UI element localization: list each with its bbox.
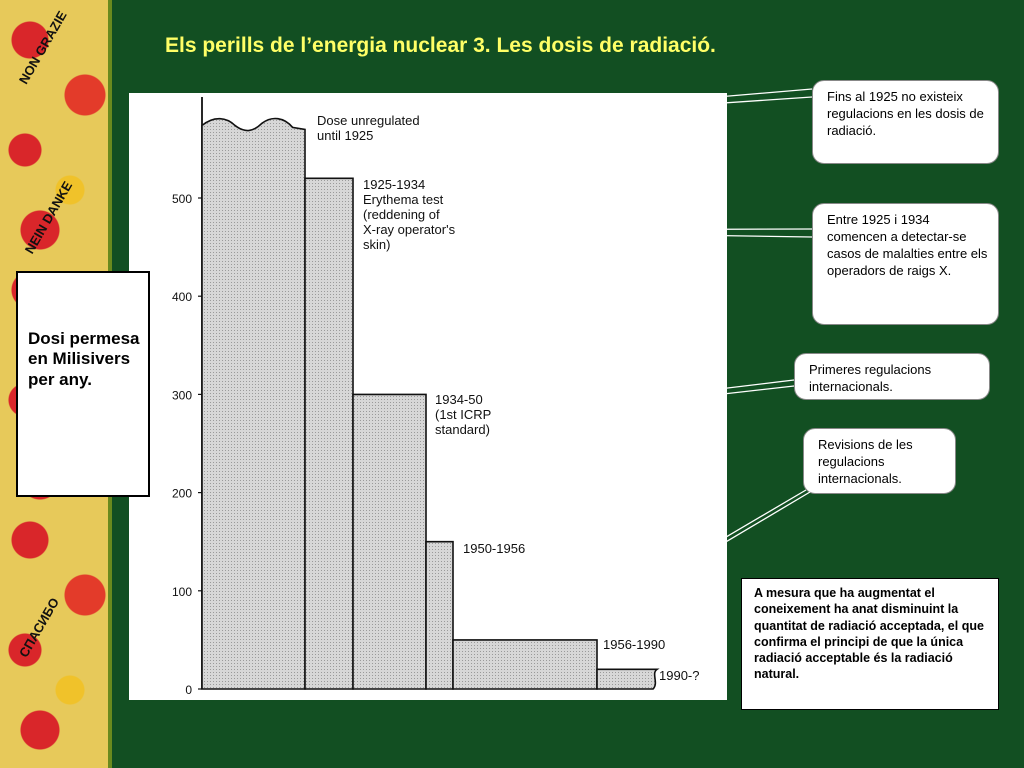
bar-label-4: 1950-1956 [463,541,526,556]
y-tick-label: 100 [171,584,192,599]
bar-label-1: Dose unregulated [317,113,420,128]
bar-6 [597,669,657,689]
conclusion-box: A mesura que ha augmentat el coneixement ha anat disminuint la quantitat de radiació acceptada, el que confirma el principi de que la única radiació acceptable és la radiació natural. [741,578,999,710]
y-tick-label: 200 [171,486,192,501]
bar-label-2: Erythema test [363,192,444,207]
bar-label-3: 1934-50 [435,392,483,407]
bar-5 [453,640,597,689]
dose-history-chart [129,93,727,700]
y-tick-label: 300 [171,388,192,403]
bar-1 [202,119,305,689]
bar-label-3: (1st ICRP [435,407,492,422]
y-tick-label: 500 [171,192,192,206]
strip-text: NEIN DANKE [21,178,76,257]
callout-first-regulations: Primeres regulacions internacionals. [794,353,990,400]
bar-label-1: until 1925 [317,128,374,143]
strip-text: NON GRAZIE [15,8,70,87]
chart-panel [129,93,727,700]
bar-label-3: standard) [435,422,490,437]
bar-label-2: X-ray operator's [363,222,456,237]
callout-unregulated: Fins al 1925 no existeix regulacions en les dosis de radiació. [812,80,999,164]
bar-label-2: (reddening of [363,207,440,222]
callout-erythema: Entre 1925 i 1934 comencen a detectar-se casos de malalties entre els operadors de raigs X. [812,203,999,325]
bar-2 [305,178,353,689]
slide-title: Els perills de l’energia nuclear 3. Les dosis de radiació. [165,34,716,57]
bar-3 [353,394,426,689]
bar-label-2: skin) [363,237,391,252]
y-tick-label: 400 [171,290,192,305]
bar-label-2: 1925-1934 [363,177,426,192]
y-tick-label: 0 [185,683,192,697]
strip-text: СПАСИБО [16,595,62,660]
bar-label-5: 1956-1990 [603,637,666,652]
y-axis-label-box: Dosi permesa en Milisivers per any. [16,271,150,497]
bar-4 [426,542,453,689]
callout-revisions: Revisions de les regulacions internacionals. [803,428,956,494]
bar-label-6: 1990-? [659,668,700,683]
